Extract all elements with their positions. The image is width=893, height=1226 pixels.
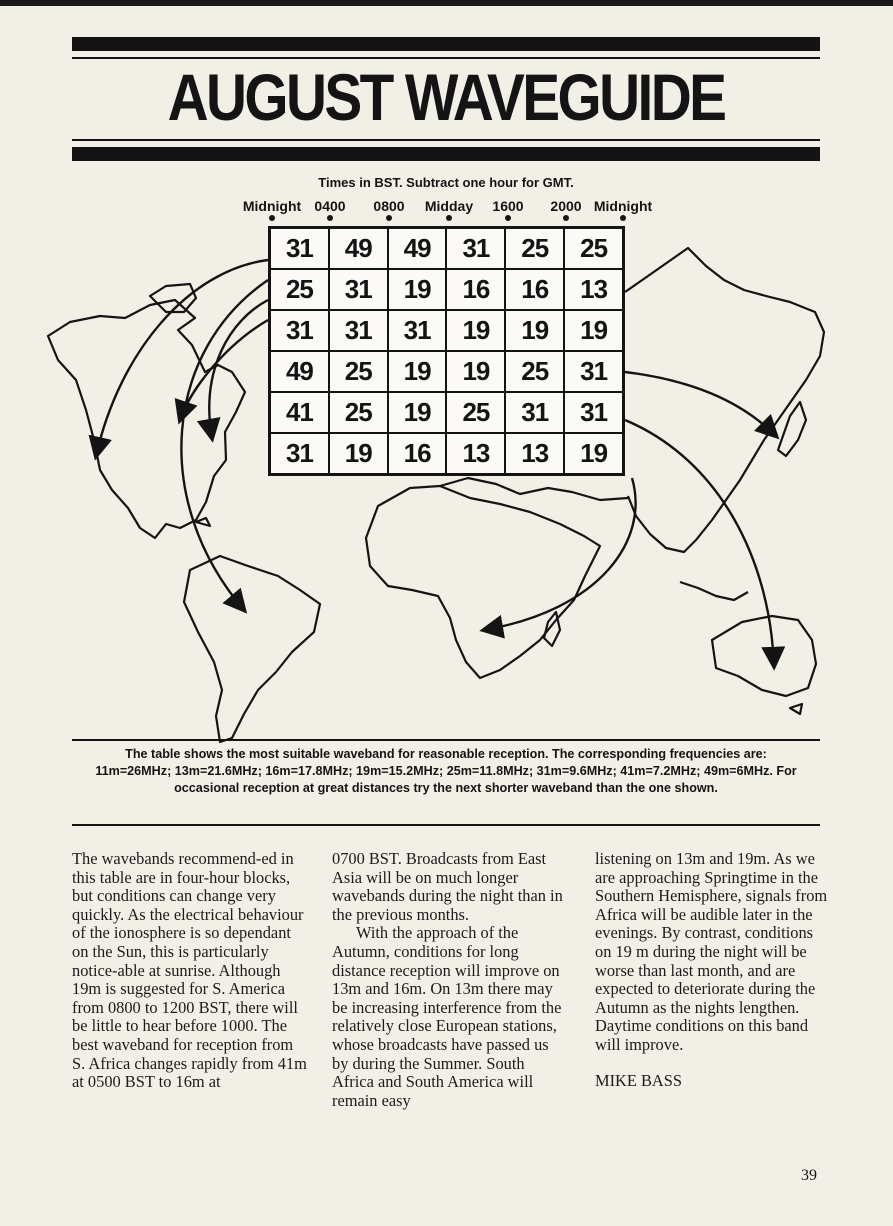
article-paragraph: The wavebands recommend-ed in this table are in four-hour blocks, but conditions can change very quickly. As the electrical behaviour of the ionosphere is so dependant on the Sun, this is particularly notice-able at sunrise. Although 19m is suggested for S. America from 0800 to 1200 BST, there will be little to hear before 1000. The best waveband for reception from S. Africa changes rapidly from 41m at 0500 BST to 16m at xyxy=(72,849,307,1092)
waveband-table xyxy=(268,226,625,476)
page-top-edge xyxy=(0,0,893,6)
article-column-1 xyxy=(72,850,308,1092)
table-cell: 16 xyxy=(447,270,504,309)
table-cell: 25 xyxy=(506,229,563,268)
table-cell: 16 xyxy=(506,270,563,309)
table-cell: 25 xyxy=(330,393,387,432)
header-rule-top xyxy=(72,57,820,59)
indonesia-outline xyxy=(680,582,748,600)
table-cell: 19 xyxy=(389,270,446,309)
table-cell: 31 xyxy=(271,229,328,268)
table-cell: 13 xyxy=(565,270,622,309)
japan-outline xyxy=(778,402,806,456)
time-label-0400: 0400 xyxy=(314,198,346,214)
article-paragraph: 0700 BST. Broadcasts from East Asia will be on much longer wavebands during the night than in the previous months. xyxy=(332,849,563,924)
table-cell: 19 xyxy=(330,434,387,473)
article-paragraph: With the approach of the Autumn, conditions for long distance reception will improve on 13m and 16m. On 13m there may be increasing interference from the relatively close European stations, whose broadcasts have passed us by during the Summer. South Africa and South America will remain easy xyxy=(332,923,562,1110)
table-cell: 31 xyxy=(271,434,328,473)
table-cell: 31 xyxy=(389,311,446,350)
table-cell: 41 xyxy=(271,393,328,432)
caption-bottom-rule xyxy=(72,824,820,826)
north-america-outline xyxy=(48,300,245,538)
article-column-3 xyxy=(595,850,831,1090)
article-paragraph: listening on 13m and 19m. As we are approaching Springtime in the Southern Hemisphere, signals from Africa will be audible later in the evenings. By contrast, conditions on 19 m during the night will be worse than last month, and are expected to deteriorate during the Autumn as the nights lengthen. Daytime conditions on this band will improve. xyxy=(595,849,828,1054)
table-cell: 31 xyxy=(271,311,328,350)
table-cell: 25 xyxy=(271,270,328,309)
arrow-to-caribbean xyxy=(180,320,268,420)
arrow-to-southern-africa xyxy=(484,478,636,630)
time-label-midnight-start: Midnight xyxy=(242,198,302,214)
page-title: AUGUST WAVEGUIDE xyxy=(167,60,725,134)
table-cell: 25 xyxy=(330,352,387,391)
time-label-2000: 2000 xyxy=(550,198,582,214)
south-america-outline xyxy=(184,556,320,742)
article-column-2 xyxy=(332,850,568,1110)
table-cell: 25 xyxy=(565,229,622,268)
madagascar-outline xyxy=(544,612,560,646)
table-cell: 19 xyxy=(389,393,446,432)
table-cell: 19 xyxy=(565,311,622,350)
table-cell: 25 xyxy=(447,393,504,432)
table-cell: 31 xyxy=(330,270,387,309)
header-bar-top xyxy=(72,37,820,51)
table-cell: 19 xyxy=(506,311,563,350)
table-cell: 49 xyxy=(271,352,328,391)
africa-outline xyxy=(366,486,600,678)
greenland-outline xyxy=(150,284,196,312)
table-cell: 19 xyxy=(565,434,622,473)
new-zealand-outline xyxy=(790,704,802,714)
arrow-to-east-asia xyxy=(625,372,776,436)
table-cell: 31 xyxy=(330,311,387,350)
table-cell: 13 xyxy=(447,434,504,473)
time-label-0800: 0800 xyxy=(373,198,405,214)
table-cell: 49 xyxy=(389,229,446,268)
table-cell: 49 xyxy=(330,229,387,268)
time-label-1600: 1600 xyxy=(492,198,524,214)
page-number: 39 xyxy=(801,1167,817,1184)
table-cell: 19 xyxy=(447,311,504,350)
header-rule-bottom xyxy=(72,139,820,141)
table-cell: 31 xyxy=(565,393,622,432)
table-caption: The table shows the most suitable waveband for reasonable reception. The corresponding frequencies are: 11m=26MHz; 13m=21.6MHz; 16m=17.8MHz; 19m=15.2MHz; 25m=11.8MHz; 31m=9.6MHz; 41m=7.2MHz; 49m=6MHz. For occasional reception at great distances try the next shorter waveband than the one shown. xyxy=(95,747,797,795)
time-note: Times in BST. Subtract one hour for GMT. xyxy=(318,175,574,190)
arrow-to-east-north-america xyxy=(209,300,268,438)
arrow-to-australia xyxy=(625,420,774,666)
table-cell: 13 xyxy=(506,434,563,473)
table-cell: 25 xyxy=(506,352,563,391)
table-cell: 31 xyxy=(565,352,622,391)
caribbean-islands xyxy=(196,518,210,526)
header-bar-bottom xyxy=(72,147,820,161)
time-label-midday: Midday xyxy=(424,198,474,214)
australia-outline xyxy=(712,616,816,696)
table-cell: 19 xyxy=(447,352,504,391)
table-cell: 19 xyxy=(389,352,446,391)
table-cell: 31 xyxy=(506,393,563,432)
author-signature: MIKE BASS xyxy=(595,1070,682,1090)
table-cell: 31 xyxy=(447,229,504,268)
table-cell: 16 xyxy=(389,434,446,473)
time-label-midnight-end: Midnight xyxy=(593,198,653,214)
